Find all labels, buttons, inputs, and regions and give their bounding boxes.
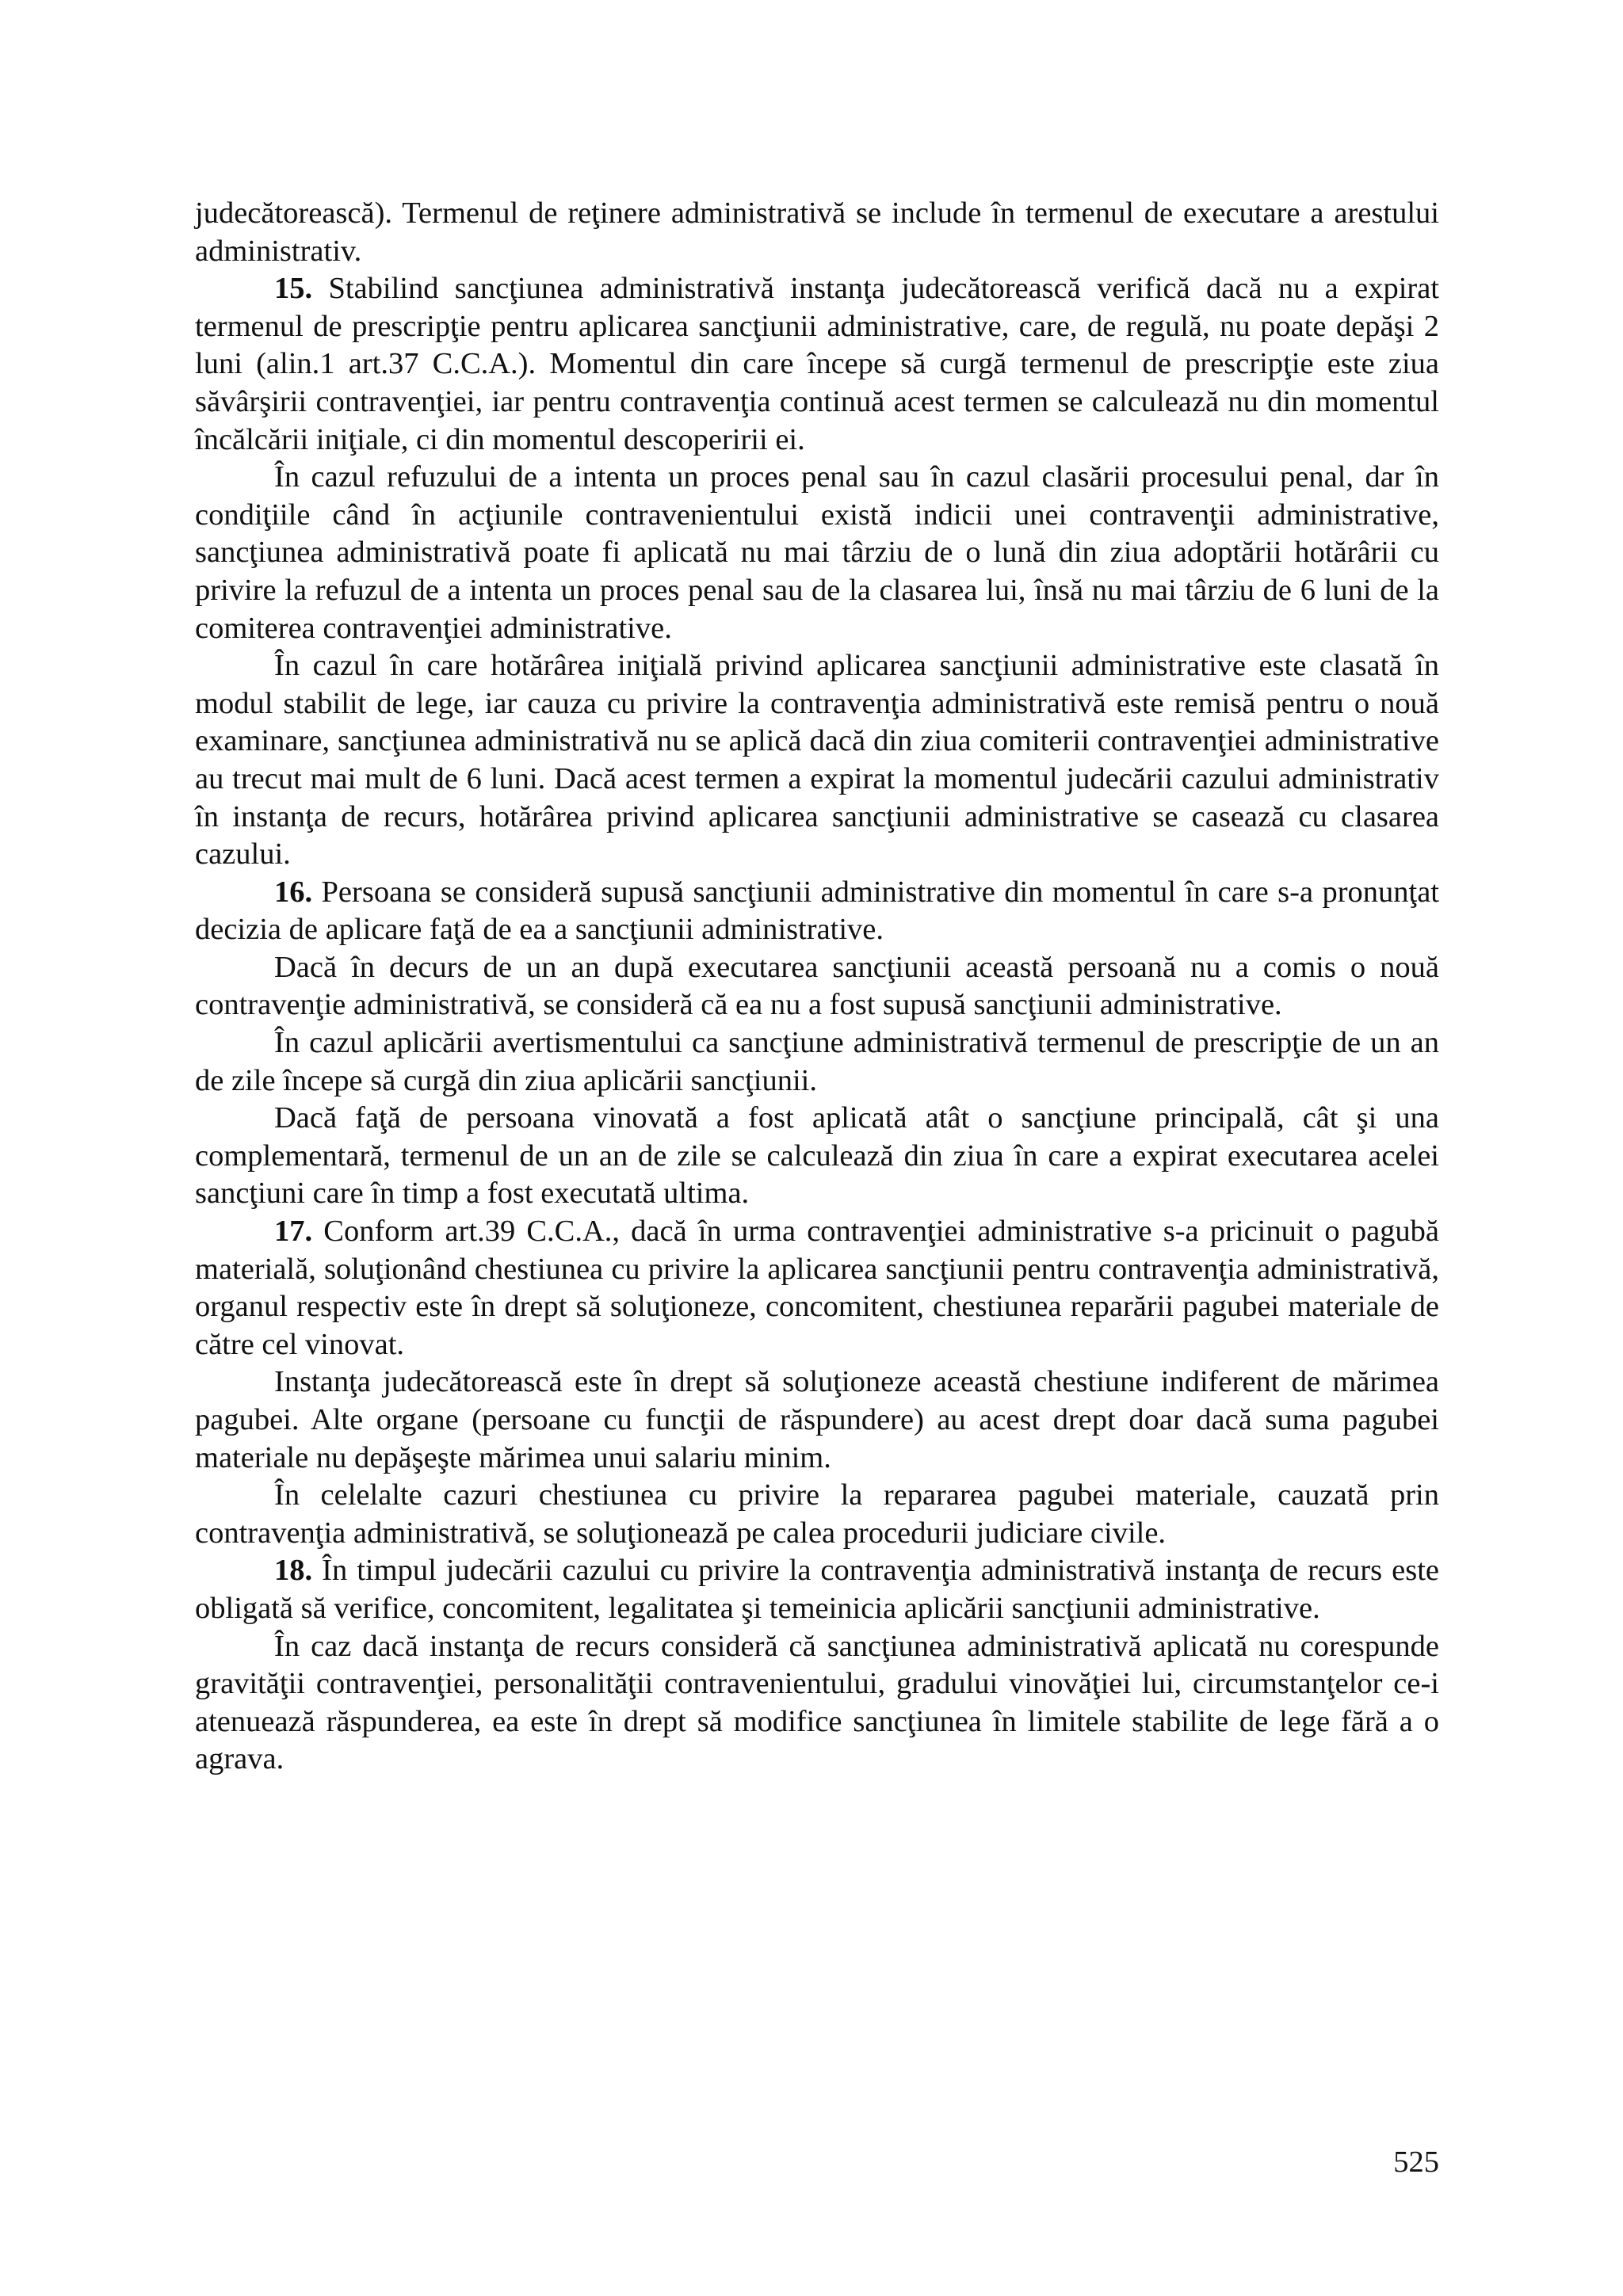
document-body	[195, 195, 1439, 1779]
paragraph-number: 17.	[274, 1215, 313, 1249]
paragraph: Instanţa judecătorească este în drept să soluţioneze această chestiune indiferent de mărimea pagubei. Alte organe (persoane cu funcţii de răspundere) au acest drept doar dacă suma pagubei materiale nu depăşeşte mărimea unui salariu minim.	[195, 1365, 1439, 1474]
paragraph-number: 16.	[274, 875, 313, 909]
paragraph: În caz dacă instanţa de recurs consideră că sancţiunea administrativă aplicată nu corespunde gravităţii contravenţiei, personalităţii contravenientului, gradului vinovăţiei lui, circumstanţelor ce-i atenuează răspunderea, ea este în drept să modifice sancţiunea în limitele stabilite de lege fără a o agrava.	[195, 1629, 1439, 1776]
paragraph-17: 17. Conform art.39 C.C.A., dacă în urma contravenţiei administrative s-a pricinuit o pagubă materială, soluţionând chestiunea cu privire la aplicarea sancţiunii pentru contravenţia administrativă, organul respectiv este în drept să soluţioneze, concomitent, chestiunea reparării pagubei materiale de către cel vinovat.	[195, 1215, 1439, 1361]
paragraph-15: 15. Stabilind sancţiunea administrativă instanţa judecătorească verifică dacă nu a expirat termenul de prescripţie pentru aplicarea sancţiunii administrative, care, de regulă, nu poate depăşi 2 luni (alin.1 art.37 C.C.A.). Momentul din care începe să curgă termenul de prescripţie este ziua săvârşirii contravenţiei, iar pentru contravenţia continuă acest termen se calculează nu din momentul încălcării iniţiale, ci din momentul descoperirii ei.	[195, 272, 1439, 456]
paragraph: Dacă faţă de persoana vinovată a fost aplicată atât o sancţiune principală, cât şi una complementară, termenul de un an de zile se calculează din ziua în care a expirat executarea acelei sancţiuni care în timp a fost executată ultima.	[195, 1101, 1439, 1211]
paragraph: În cazul refuzului de a intenta un proces penal sau în cazul clasării procesului penal, dar în condiţiile când în acţiunile contravenientului există indicii unei contravenţii administrative, sancţiunea administrativă poate fi aplicată nu mai târziu de o lună din ziua adoptării hotărârii cu privire la refuzul de a intenta un proces penal sau de la clasarea lui, însă nu mai târziu de 6 luni de la comiterea contravenţiei administrative.	[195, 460, 1439, 645]
paragraph: În cazul în care hotărârea iniţială privind aplicarea sancţiunii administrative este clasată în modul stabilit de lege, iar cauza cu privire la contravenţia administrativă este remisă pentru o nouă examinare, sancţiunea administrativă nu se aplică dacă din ziua comiterii contravenţiei administrative au trecut mai mult de 6 luni. Dacă acest termen a expirat la momentul judecării cazului administrativ în instanţa de recurs, hotărârea privind aplicarea sancţiunii administrative se casează cu clasarea cazului.	[195, 649, 1439, 871]
paragraph-continuation: judecătorească). Termenul de reţinere administrativă se include în termenul de executare a arestului administrativ.	[195, 196, 1439, 268]
paragraph-18: 18. În timpul judecării cazului cu privire la contravenţia administrativă instanţa de recurs este obligată să verifice, concomitent, legalitatea şi temeinicia aplicării sancţiunii administrative.	[195, 1554, 1439, 1625]
paragraph: În celelalte cazuri chestiunea cu privire la repararea pagubei materiale, cauzată prin contravenţia administrativă, se soluţionează pe calea procedurii judiciare civile.	[195, 1478, 1439, 1550]
paragraph-number: 18.	[274, 1554, 313, 1588]
paragraph: În cazul aplicării avertismentului ca sancţiune administrativă termenul de prescripţie de un an de zile începe să curgă din ziua aplicării sancţiunii.	[195, 1026, 1439, 1097]
paragraph-number: 15.	[274, 272, 313, 306]
paragraph-16: 16. Persoana se consideră supusă sancţiunii administrative din momentul în care s-a pronunţat decizia de aplicare faţă de ea a sancţiunii administrative.	[195, 875, 1439, 947]
paragraph: Dacă în decurs de un an după executarea sancţiunii această persoană nu a comis o nouă contravenţie administrativă, se consideră că ea nu a fost supusă sancţiunii administrative.	[195, 950, 1439, 1022]
page-number: 525	[1393, 2145, 1439, 2179]
